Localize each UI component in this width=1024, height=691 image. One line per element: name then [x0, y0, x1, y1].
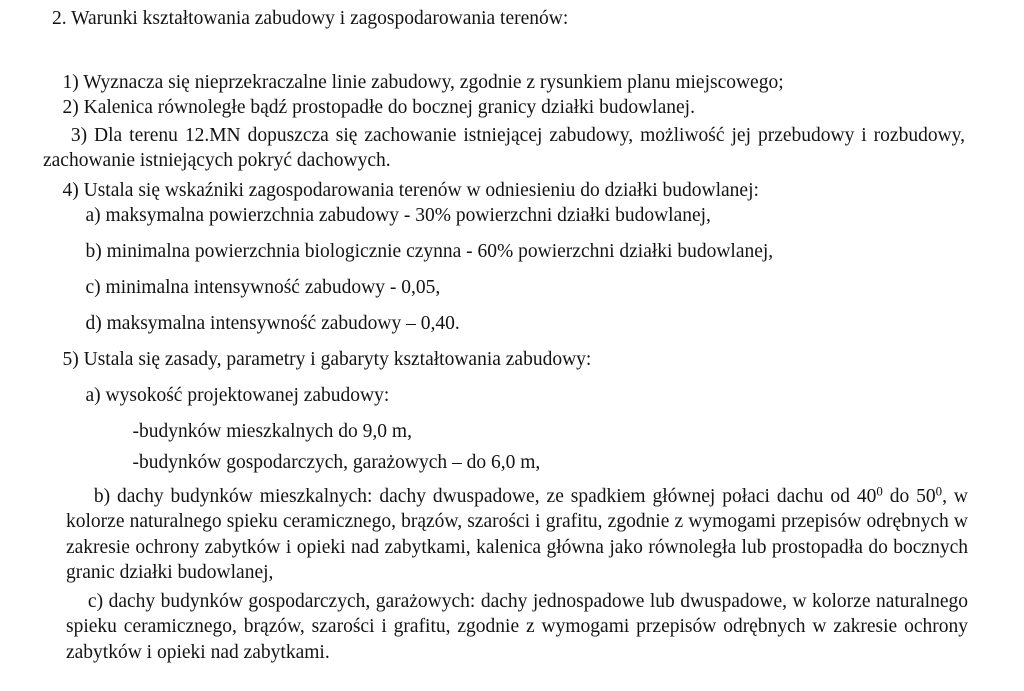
list-text-5b-part2: do 50: [882, 485, 936, 507]
sub-item-marker-2: -: [132, 451, 139, 473]
degree-superscript-50: 0: [935, 483, 943, 498]
list-marker-5b: b): [93, 485, 111, 507]
list-marker-2: 2): [62, 96, 79, 118]
list-marker-4: 4): [62, 179, 79, 201]
list-marker-4c: c): [85, 276, 101, 298]
list-text-5b-part3: , w kolorze naturalnego spieku ceramicznego, brązów, szarości i grafitu, zgodnie z wymogami przepisów odrębnych w zakresie ochrony zabytków i opieki nad zabytkami, kalenica główna jako równoległa lub prostopadła do bocznych granic działki budowlanej,: [66, 485, 973, 583]
list-marker-4d: d): [85, 312, 102, 334]
list-text-5c: dachy budynków gospodarczych, garażowych: dachy jednospadowe lub dwuspadowe, w kolorze naturalnego spieku ceramicznego, brązów, szarości i grafitu, zgodnie z wymogami przepisów odrębnych w zakresie ochrony zabytków i opieki nad zabytkami.: [66, 590, 973, 663]
section-heading: 2. Warunki kształtowania zabudowy i zagospodarowania terenów:: [52, 8, 569, 29]
list-marker-1: 1): [62, 71, 79, 93]
list-marker-4b: b): [85, 240, 102, 262]
list-text-4: Ustala się wskaźniki zagospodarowania terenów w odniesieniu do działki budowlanej:: [83, 179, 759, 201]
list-marker-3: 3): [70, 124, 88, 146]
list-text-4d: maksymalna intensywność zabudowy – 0,40.: [106, 312, 460, 334]
sub-item-text-2: budynków gospodarczych, garażowych – do 6,0 m,: [139, 451, 541, 473]
list-marker-5c: c): [87, 590, 104, 612]
list-text-4c: minimalna intensywność zabudowy - 0,05,: [105, 276, 441, 298]
list-text-2: Kalenica równoległe bądź prostopadłe do bocznej granicy działki budowlanej.: [83, 96, 695, 118]
list-text-3: Dla terenu 12.MN dopuszcza się zachowanie istniejącej zabudowy, możliwość jej przebudowy i rozbudowy, zachowanie istniejących pokryć dachowych.: [43, 124, 970, 171]
list-text-4b: minimalna powierzchnia biologicznie czynna - 60% powierzchni działki budowlanej,: [106, 240, 774, 262]
list-text-1: Wyznacza się nieprzekraczalne linie zabudowy, zgodnie z rysunkiem planu miejscowego;: [83, 71, 784, 93]
sub-item-marker-1: -: [132, 420, 139, 442]
list-text-5: Ustala się zasady, parametry i gabaryty kształtowania zabudowy:: [83, 348, 592, 370]
list-marker-5a: a): [85, 384, 101, 406]
list-text-5a: wysokość projektowanej zabudowy:: [105, 384, 390, 406]
list-text-5b-part1: dachy budynków mieszkalnych: dachy dwuspadowe, ze spadkiem głównej połaci dachu od 40: [117, 485, 877, 507]
list-marker-4a: a): [85, 204, 101, 226]
list-text-4a: maksymalna powierzchnia zabudowy - 30% powierzchni działki budowlanej,: [105, 204, 711, 226]
degree-superscript-40: 0: [876, 483, 883, 498]
list-item-5c: [44, 563, 973, 691]
sub-item-text-1: budynków mieszkalnych do 9,0 m,: [139, 420, 412, 442]
list-marker-5: 5): [62, 348, 79, 370]
